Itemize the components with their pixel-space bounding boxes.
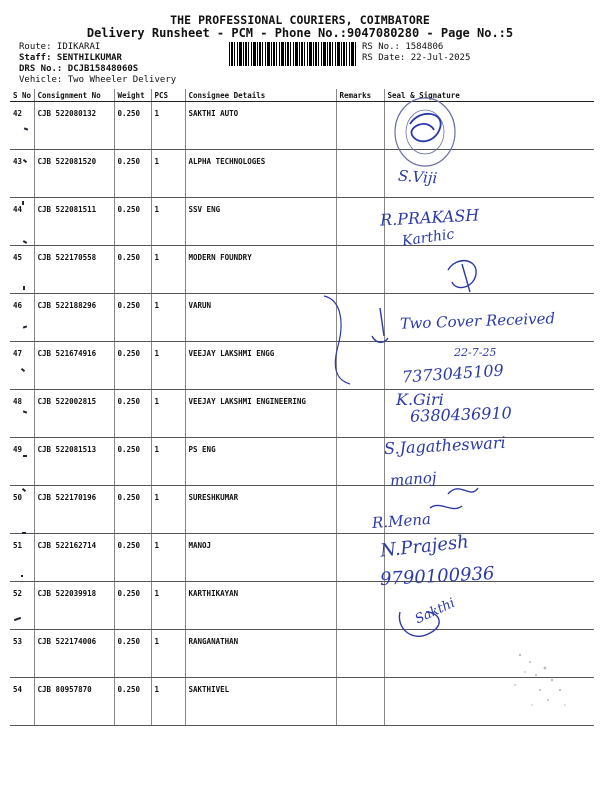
consignment-number: CJB 522170196 — [34, 486, 114, 534]
row-pcs: 1 — [151, 390, 185, 438]
drs-label: DRS No.: — [19, 64, 63, 74]
row-weight: 0.250 — [114, 102, 151, 150]
row-pcs: 1 — [151, 582, 185, 630]
remark-row-47: Two Cover Received — [399, 309, 556, 333]
row-pcs: 1 — [151, 438, 185, 486]
row-sno: 47 — [10, 342, 34, 390]
route-field: Route: IDIKARAI — [19, 42, 101, 52]
row-pcs: 1 — [151, 198, 185, 246]
signature-row-45-name: R.PRAKASH — [379, 205, 480, 230]
consignment-number: CJB 80957870 — [34, 678, 114, 726]
consignment-number: CJB 522174006 — [34, 630, 114, 678]
runsheet-subtitle: Delivery Runsheet - PCM - Phone No.:9047080280 - Page No.:5 — [86, 26, 514, 40]
remarks-bracket — [324, 296, 350, 384]
row-pcs: 1 — [151, 630, 185, 678]
signature-row-45-sign: Karthic — [401, 226, 456, 250]
signature-row-52-name: R.Mena — [371, 509, 432, 533]
consignment-number: CJB 522080132 — [34, 102, 114, 150]
row-weight: 0.250 — [114, 390, 151, 438]
consignee-name: SAKTHI AUTO — [185, 102, 336, 150]
signature-row-54: Sakthi — [412, 595, 458, 628]
row-sno: 51 — [10, 534, 34, 582]
consignee-name: VEEJAY LAKSHMI ENGINEERING — [185, 390, 336, 438]
col-sno-header: S No — [10, 89, 34, 102]
row-weight: 0.250 — [114, 678, 151, 726]
col-consignee-header: Consignee Details — [185, 89, 336, 102]
consignment-number: CJB 522081511 — [34, 198, 114, 246]
row-pcs: 1 — [151, 246, 185, 294]
row-pcs: 1 — [151, 678, 185, 726]
row-pcs: 1 — [151, 342, 185, 390]
smudge-marks — [514, 654, 566, 706]
row-weight: 0.250 — [114, 534, 151, 582]
row-weight: 0.250 — [114, 582, 151, 630]
consignee-name: KARTHIKAYAN — [185, 582, 336, 630]
row-sno: 54 — [10, 678, 34, 726]
rs-date: RS Date: 22-Jul-2025 — [362, 53, 471, 63]
signature-row-49: K.Giri — [396, 390, 444, 409]
consignment-number: CJB 522162714 — [34, 534, 114, 582]
row-weight: 0.250 — [114, 342, 151, 390]
consignment-number: CJB 522039918 — [34, 582, 114, 630]
consignee-name: PS ENG — [185, 438, 336, 486]
consignment-number: CJB 522188296 — [34, 294, 114, 342]
row-pcs: 1 — [151, 150, 185, 198]
row-sno: 48 — [10, 390, 34, 438]
staff-field: Staff: SENTHILKUMAR — [19, 53, 122, 63]
row-weight: 0.250 — [114, 294, 151, 342]
row-sno: 50 — [10, 486, 34, 534]
row-sno: 43 — [10, 150, 34, 198]
phone-row-48: 7373045109 — [401, 360, 505, 387]
row-weight: 0.250 — [114, 198, 151, 246]
company-seal-stamp — [395, 98, 455, 166]
row-sno: 52 — [10, 582, 34, 630]
row-pcs: 1 — [151, 294, 185, 342]
consignee-name: MANOJ — [185, 534, 336, 582]
consignee-name: SURESHKUMAR — [185, 486, 336, 534]
row-weight: 0.250 — [114, 246, 151, 294]
row-weight: 0.250 — [114, 486, 151, 534]
col-weight-header: Weight — [114, 89, 151, 102]
row-sno: 49 — [10, 438, 34, 486]
signature-row-52-sign: N.Prajesh — [379, 531, 470, 562]
col-pcs-header: PCS — [151, 89, 185, 102]
col-remarks-header: Remarks — [336, 89, 384, 102]
vehicle-field: Vehicle: Two Wheeler Delivery — [19, 75, 177, 85]
phone-row-49: 6380436910 — [409, 403, 513, 426]
phone-row-53: 9790100936 — [379, 563, 496, 590]
consignee-name: RANGANATHAN — [185, 630, 336, 678]
remark-row-47-date: 22-7-25 — [454, 346, 497, 359]
consignee-name: MODERN FOUNDRY — [185, 246, 336, 294]
row-weight: 0.250 — [114, 150, 151, 198]
row-weight: 0.250 — [114, 438, 151, 486]
consignee-name: VEEJAY LAKSHMI ENGG — [185, 342, 336, 390]
row-sno: 44 — [10, 198, 34, 246]
signature-row-51: manoj — [389, 468, 438, 490]
consignment-number: CJB 522170558 — [34, 246, 114, 294]
signature-row-44: S.Viji — [397, 166, 438, 188]
row-weight: 0.250 — [114, 630, 151, 678]
consignment-number: CJB 522081520 — [34, 150, 114, 198]
row-sno: 42 — [10, 102, 34, 150]
rs-number: RS No.: 1584806 — [362, 42, 444, 52]
consignee-name: SSV ENG — [185, 198, 336, 246]
consignee-name: ALPHA TECHNOLOGES — [185, 150, 336, 198]
col-signature-header: Seal & Signature — [384, 89, 594, 102]
col-consignment-header: Consignment No — [34, 89, 114, 102]
row-pcs: 1 — [151, 102, 185, 150]
signature-row-50: S.Jagatheswari — [383, 432, 507, 459]
drs-value: DCJB15848060S — [67, 64, 139, 74]
consignee-name: SAKTHIVEL — [185, 678, 336, 726]
consignment-number: CJB 521674916 — [34, 342, 114, 390]
row-pcs: 1 — [151, 534, 185, 582]
row-sno: 46 — [10, 294, 34, 342]
company-title: THE PROFESSIONAL COURIERS, COIMBATORE — [170, 13, 430, 27]
row-sno: 45 — [10, 246, 34, 294]
consignee-name: VARUN — [185, 294, 336, 342]
consignment-number: CJB 522002815 — [34, 390, 114, 438]
consignment-number: CJB 522081513 — [34, 438, 114, 486]
row-pcs: 1 — [151, 486, 185, 534]
row-sno: 53 — [10, 630, 34, 678]
